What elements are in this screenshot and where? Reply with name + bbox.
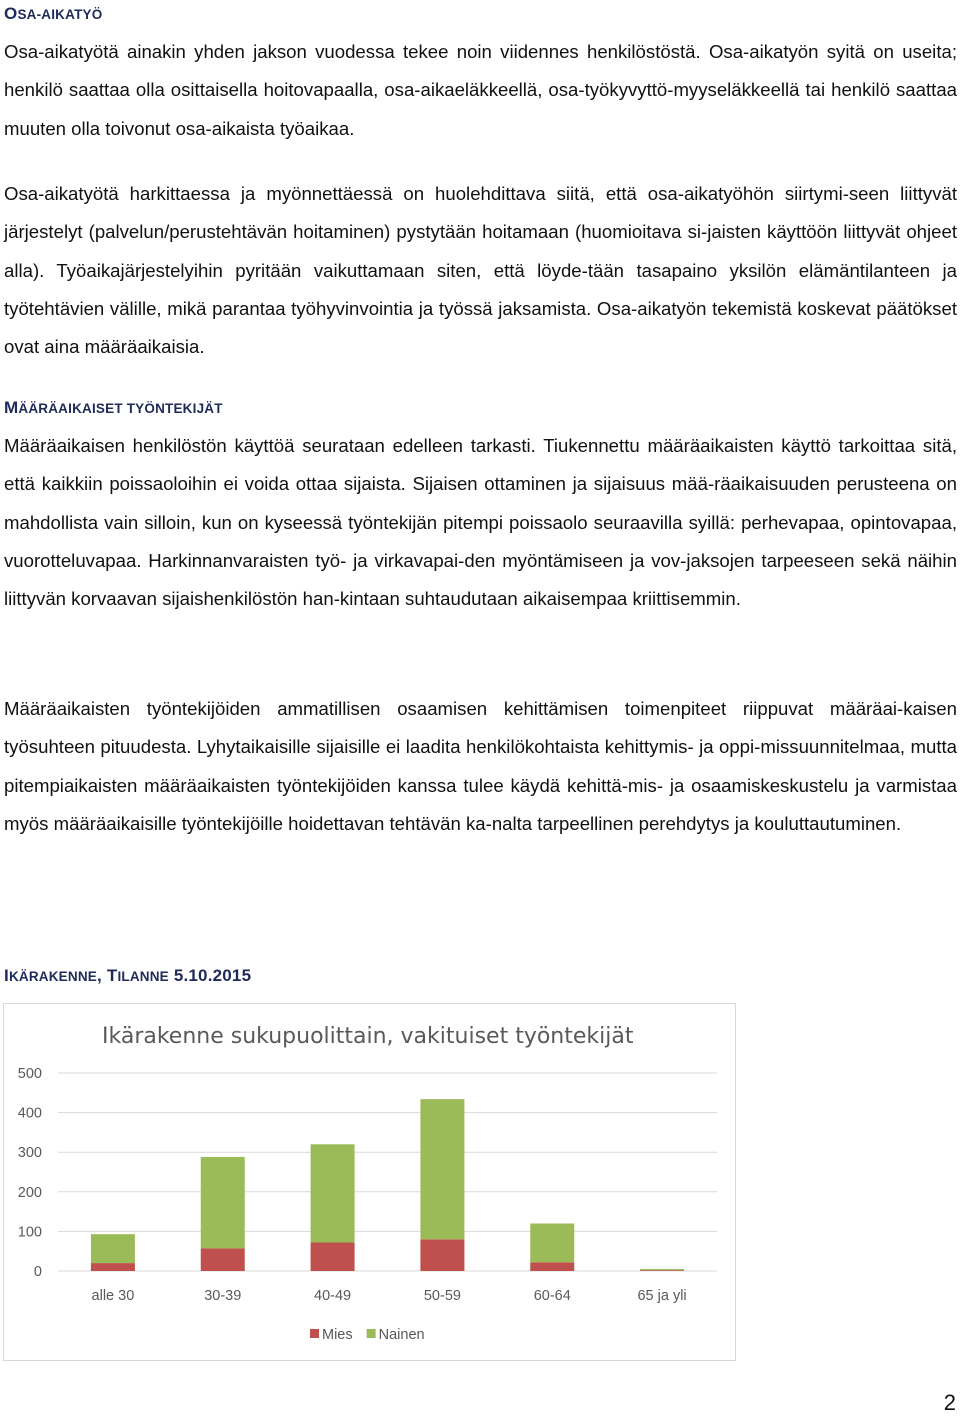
y-tick-label: 200 — [17, 1184, 42, 1201]
bar-mies — [201, 1248, 245, 1271]
chart-svg — [4, 1004, 737, 1362]
y-tick-label: 0 — [33, 1264, 42, 1280]
paragraph-osa-aikatyo-1: Osa-aikatyötä ainakin yhden jakson vuodessa tekee noin viidennes henkilöstöstä. Osa-aikatyön syitä on useita; henkilö saattaa olla osittaisella hoitovapaalla, osa-aikaeläkkeellä, osa-työkyvyttö-myyseläkkeellä tai henkilö saattaa muuten olla toivonut osa-aikaista työaikaa. — [4, 41, 957, 139]
y-tick-label: 100 — [17, 1224, 42, 1241]
age-structure-chart — [3, 1003, 736, 1361]
bar-mies — [530, 1262, 574, 1271]
x-tick-label: 30-39 — [204, 1288, 242, 1304]
y-tick-label: 500 — [17, 1066, 42, 1082]
heading-maaraaikaiset: MÄÄRÄAIKAISET TYÖNTEKIJÄT — [4, 398, 223, 417]
bar-nainen — [530, 1223, 574, 1262]
x-tick-label: alle 30 — [91, 1288, 135, 1304]
legend-swatch-mies — [310, 1329, 319, 1338]
bar-nainen — [201, 1157, 245, 1248]
paragraph-maaraaikaiset-1: Määräaikaisen henkilöstön käyttöä seurataan edelleen tarkasti. Tiukennettu määräaikaisten käyttö tarkoittaa sitä, että kaikkiin poissaoloihin ei voida ottaa sijaista. Sijaisen ottaminen ja sijaisuus mää-räaikaisuuden perusteena on mahdollista vain silloin, kun on kyseessä työntekijän pitempi poissaolo seuraavilla syillä: perhevapaa, opintovapaa, vuorotteluvapaa. Harkinnanvaraisten työ- ja virkavapai-den myöntämiseen ja vov-jaksojen tarpeeseen sekä näihin liittyvän korvaavan sijaishenkilöstön han-kintaan suhtaudutaan aikaisempaa kriittisemmin. — [4, 435, 957, 610]
x-tick-label: 40-49 — [314, 1288, 352, 1304]
bar-nainen — [420, 1099, 464, 1239]
bar-nainen — [311, 1144, 355, 1242]
y-tick-label: 300 — [17, 1145, 42, 1162]
bar-nainen — [91, 1234, 135, 1263]
paragraph-osa-aikatyo-2: Osa-aikatyötä harkittaessa ja myönnettäessä on huolehdittava siitä, että osa-aikatyöhön siirtymi-seen liittyvät järjestelyt (palvelun/perustehtävän hoitaminen) pystytään hoitamaan (huomioitava si-jaisten käyttöön liittyvät ohjeet alla). Työaikajärjestelyihin pyritään vaikuttamaan siten, että löyde-tään tasapaino yksilön elämäntilanteen ja työtehtävien välille, mikä parantaa työhyvinvointia ja työssä jaksamista. Osa-aikatyön tekemistä koskevat päätökset ovat aina määräaikaisia. — [4, 183, 957, 358]
x-tick-label: 60-64 — [533, 1288, 571, 1304]
bar-mies — [640, 1270, 684, 1271]
legend-swatch-nainen — [367, 1329, 376, 1338]
bar-mies — [91, 1263, 135, 1271]
heading-osa-aikatyo: OSA-AIKATYÖ — [4, 4, 103, 23]
chart-title: Ikärakenne sukupuolittain, vakituiset työntekijät — [102, 1024, 634, 1049]
y-tick-label: 400 — [17, 1105, 42, 1122]
legend-label-mies: Mies — [322, 1327, 353, 1343]
paragraph-maaraaikaiset-2: Määräaikaisten työntekijöiden ammatillisen osaamisen kehittämisen toimenpiteet riippuvat määräai-kaisen työsuhteen pituudesta. Lyhytaikaisille sijaisille ei laadita henkilökohtaista kehittymis- ja oppi-missuunnitelmaa, mutta pitempiaikaisten määräaikaisten työntekijöiden kanssa tulee käydä kehittä-mis- ja osaamiskeskustelu ja varmistaa myös määräaikaisille työntekijöille hoidettavan tehtävän ka-nalta tarpeellinen perehdytys ja kouluttautuminen. — [4, 698, 957, 834]
bar-nainen — [640, 1269, 684, 1270]
bar-mies — [311, 1242, 355, 1271]
heading-ikarakenne: IKÄRAKENNE, TILANNE 5.10.2015 — [4, 966, 252, 985]
page-number: 2 — [943, 1390, 956, 1415]
bar-mies — [420, 1239, 464, 1271]
x-tick-label: 65 ja yli — [637, 1288, 687, 1304]
legend-label-nainen: Nainen — [378, 1327, 425, 1343]
x-tick-label: 50-59 — [423, 1288, 461, 1304]
